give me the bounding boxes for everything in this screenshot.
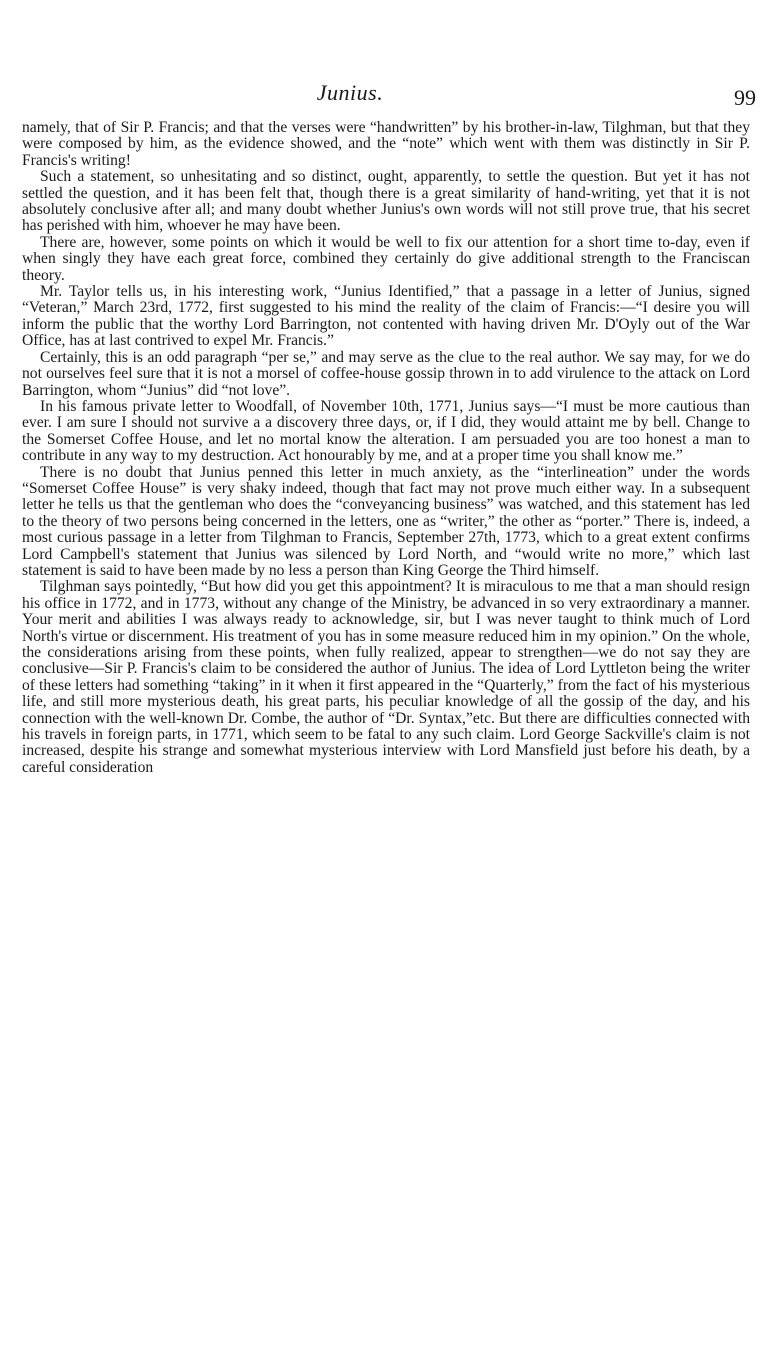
paragraph-3: There are, however, some points on which it would be well to fix our attention for a short time to-day, even if when singly they have each great force, combined they certainly do give additional strength to the Franciscan theory. (22, 233, 750, 284)
running-head (0, 0, 784, 110)
paragraph-7: There is no doubt that Junius penned this letter in much anxiety, as the “interlineation” under the words “Somerset Coffee House” is very shaky indeed, though that fact may not prove much either way. In a subsequent letter he tells us that the gentleman who does the “conveyancing business” was watched, and this statement has led to the theory of two persons being concerned in the letters, one as “writer,” the other as “porter.” There is, indeed, a most curious passage in a letter from Tilghman to Francis, September 27th, 1773, which to a great extent confirms Lord Campbell's statement that Junius was silenced by Lord North, and “would write no more,” which last statement is said to have been made by no less a person than King George the Third himself. (22, 463, 750, 579)
paragraph-5: Certainly, this is an odd paragraph “per se,” and may serve as the clue to the real author. We say may, for we do not ourselves feel sure that it is not a morsel of coffee-house gossip thrown in to add virulence to the attack on Lord Barrington, whom “Junius” did “not love”. (22, 348, 750, 399)
page-number: 99 (734, 85, 756, 110)
paragraph-4: Mr. Taylor tells us, in his interesting work, “Junius Identified,” that a passage in a letter of Junius, signed “Veteran,” March 23rd, 1772, first suggested to his mind the reality of the claim of Francis:—“I desire you will inform the public that the worthy Lord Barrington, not contented with having driven Mr. D'Oyly out of the War Office, has at last contrived to expel Mr. Francis.” (22, 283, 750, 350)
paragraph-2: Such a statement, so unhesitating and so distinct, ought, apparently, to settle the question. But yet it has not settled the question, and it has been felt that, though there is a great similarity of hand-writing, yet that it is not absolutely conclusive after all; and many doubt whether Junius's own words will not still prove true, that his secret has perished with him, whoever he may have been. (22, 168, 750, 235)
running-title: Junius. (316, 80, 384, 105)
paragraph-1: namely, that of Sir P. Francis; and that the verses were “handwritten” by his brother-in-law, Tilghman, but that they were composed by him, as the evidence showed, and the “note” which went with them was distinctly in Sir P. Francis's writing! (22, 119, 750, 169)
body-text (22, 120, 750, 776)
paragraph-6: In his famous private letter to Woodfall, of November 10th, 1771, Junius says—“I must be more cautious than ever. I am sure I should not survive a a discovery three days, or, if I did, they would attaint me by bell. Change to the Somerset Coffee House, and let no mortal know the alteration. I am persuaded you are too honest a man to contribute in any way to my destruction. Act honourably by me, and at a proper time you shall know me.” (22, 397, 750, 465)
paragraph-8: Tilghman says pointedly, “But how did you get this appointment? It is miraculous to me that a man should resign his office in 1772, and in 1773, without any change of the Ministry, be advanced in so very extraordinary a manner. Your merit and abilities I was always ready to acknowledge, sir, but I was never taught to think much of Lord North's virtue or discernment. His treatment of you has in some measure reduced him in my opinion.” On the whole, the considerations arising from these points, when fully realized, appear to strengthen—we do not say they are conclusive—Sir P. Francis's claim to be considered the author of Junius. The idea of Lord Lyttleton being the writer of these letters had something “taking” in it when it first appeared in the “Quarterly,” from the fact of his mysterious life, and still more mysterious death, his great parts, his peculiar knowledge of all the gossip of the day, and his connection with the well-known Dr. Combe, the author of “Dr. Syntax,”etc. But there are difficulties connected with his travels in foreign parts, in 1771, which seem to be fatal to any such claim. Lord George Sackville's claim is not increased, despite his strange and somewhat mysterious interview with Lord Mansfield just before his death, by a careful consideration (22, 578, 750, 776)
